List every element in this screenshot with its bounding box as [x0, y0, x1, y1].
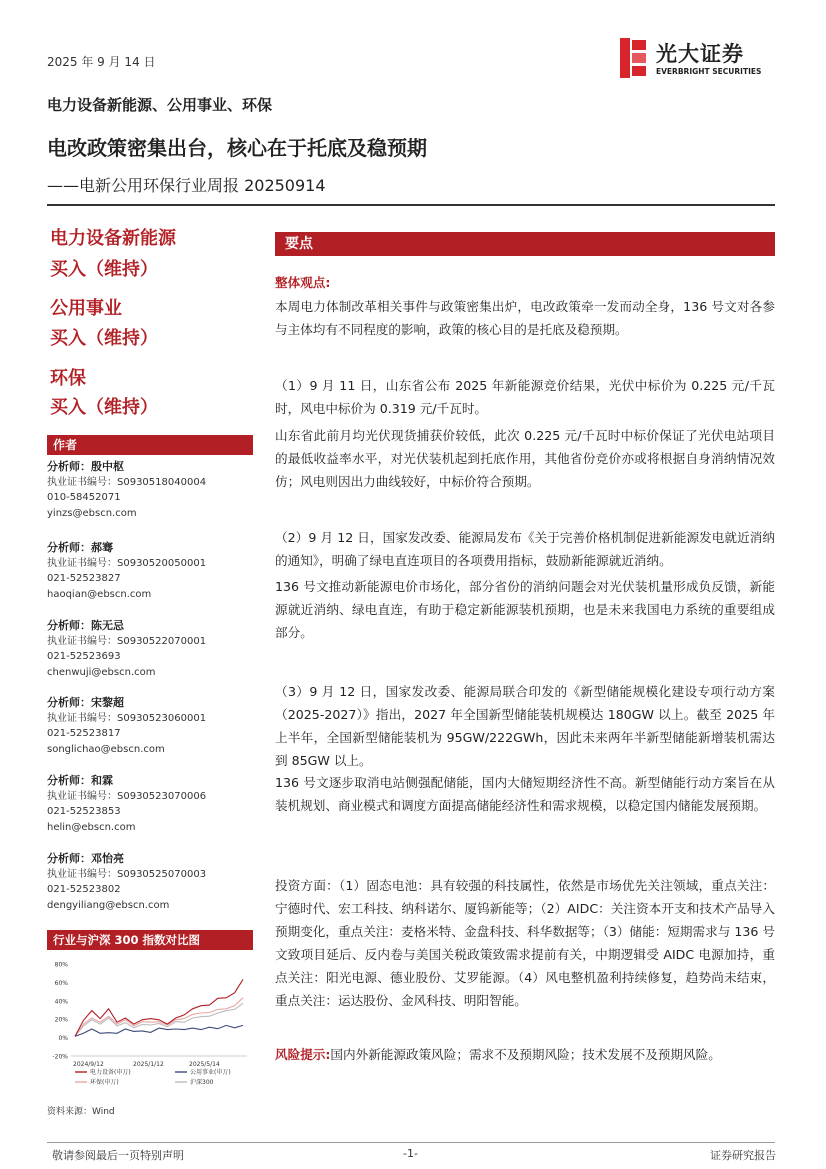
industry-label: 电力设备新能源、公用事业、环保 [47, 96, 273, 114]
investment-paragraph: 投资方面：（1）固态电池：具有较强的科技属性，依然是市场优先关注领域，重点关注：宁德时代、宏工科技、纳科诺尔、厦钨新能等；（2）AIDC：关注资本开支和技术产品导入预期变化，重点关注：麦格米特、金盘科技、科华数据等；（3）储能：短期需求与 136 号文致项目延后、反内卷与美国关税政策致需求提前有关，中期逻辑受 AIDC 电源加持，重点关注：阳光电源、德业股份、艾罗能源。（4）风电整机盈利持续修复，趋势尚未结束，重点关注：运达股份、金风科技、明阳智能。 [275, 878, 775, 1008]
y-tick-label: 60% [54, 979, 68, 987]
y-tick-label: 80% [54, 961, 68, 969]
author-email[interactable]: dengyiliang@ebscn.com [47, 899, 170, 911]
footer-report-type: 证券研究报告 [710, 1149, 776, 1162]
risk-text: 国内外新能源政策风险；需求不及预期风险；技术发展不及预期风险。 [330, 1047, 721, 1062]
rating-sector-1: 电力设备新能源 [50, 228, 176, 249]
keypoints-heading: 要点 [275, 232, 775, 256]
author-license: 执业证书编号：S0930523070006 [47, 790, 207, 802]
author-block [47, 459, 253, 521]
y-tick-label: 20% [54, 1016, 68, 1024]
chart-source: 资料来源：Wind [47, 1107, 115, 1117]
legend-label: 环保(申万) [90, 1079, 119, 1086]
point-2-analysis: 136 号文推动新能源电价市场化，部分省份的消纳问题会对光伏装机量形成负反馈，新能源就近消纳、绿电直连，有助于稳定新能源装机预期，也是未来我国电力系统的重要组成部分。 [275, 579, 775, 640]
author-name: 分析师：殷中枢 [47, 460, 124, 473]
rating-value-1: 买入（维持） [50, 259, 158, 280]
author-name: 分析师：宋黎超 [47, 696, 124, 709]
x-tick-label: 2025/5/14 [189, 1061, 220, 1068]
author-license: 执业证书编号：S0930525070003 [47, 868, 207, 880]
legend-label: 公用事业(申万) [190, 1069, 231, 1076]
legend-label: 沪深300 [190, 1079, 214, 1086]
author-name: 分析师：郝骞 [47, 541, 113, 554]
author-name: 分析师：邓怡亮 [47, 852, 124, 865]
point-2: （2）9 月 12 日，国家发改委、能源局发布《关于完善价格机制促进新能源发电就近消纳的通知》，明确了绿电直连项目的各项费用指标，鼓励新能源就近消纳。 [275, 530, 775, 568]
overview-label-text: 整体观点: [275, 275, 331, 290]
author-license: 执业证书编号：S0930520050001 [47, 557, 207, 569]
author-license: 执业证书编号：S0930523060001 [47, 712, 207, 724]
x-tick-label: 2025/1/12 [133, 1061, 164, 1068]
author-phone: 021-52523802 [47, 884, 121, 895]
author-block [47, 618, 253, 680]
point-3-analysis: 136 号文逐步取消电站侧强配储能，国内大储短期经济性不高。新型储能行动方案旨在从装机规划、商业模式和调度方面提高储能经济性和需求规模，以稳定国内储能发展预期。 [275, 775, 775, 813]
author-license: 执业证书编号：S0930518040004 [47, 476, 207, 488]
point-3: （3）9 月 12 日，国家发改委、能源局联合印发的《新型储能规模化建设专项行动方案（2025-2027）》指出，2027 年全国新型储能装机规模达 180GW 以上。截至 2025 年上半年，全国新型储能装机为 95GW/222GWh，因此未来两年半新型储能新增装机需达到 85GW 以上。 [275, 684, 775, 768]
risk-paragraph [275, 1043, 775, 1066]
y-tick-label: -20% [52, 1053, 68, 1061]
author-block [47, 540, 253, 602]
x-tick-label: 2024/9/12 [73, 1061, 104, 1068]
report-subtitle: ——电新公用环保行业周报 20250914 [47, 176, 326, 195]
y-tick-label: 40% [54, 998, 68, 1006]
author-email[interactable]: chenwuji@ebscn.com [47, 666, 156, 678]
author-email[interactable]: helin@ebscn.com [47, 821, 136, 833]
rating-value-3: 买入（维持） [50, 397, 158, 418]
legend-label: 电力设备(申万) [90, 1069, 131, 1076]
overview-label [275, 271, 775, 294]
author-phone: 021-52523693 [47, 651, 121, 662]
comparison-chart-heading: 行业与沪深 300 指数对比图 [47, 930, 253, 950]
comparison-line-chart [47, 956, 253, 1096]
risk-label: 风险提示: [275, 1047, 331, 1062]
rating-value-2: 买入（维持） [50, 328, 158, 349]
author-name: 分析师：和霖 [47, 774, 113, 787]
logo-text-en: EVERBRIGHT SECURITIES [656, 67, 762, 76]
logo-text-cn: 光大证券 [656, 42, 744, 66]
author-license: 执业证书编号：S0930522070001 [47, 635, 207, 647]
page-number: -1- [403, 1147, 418, 1160]
overview-paragraph: 本周电力体制改革相关事件与政策密集出炉，电改政策牵一发而动全身，136 号文对各参与主体均有不同程度的影响，政策的核心目的是托底及稳预期。 [275, 299, 775, 337]
author-name: 分析师：陈无忌 [47, 619, 124, 632]
author-email[interactable]: haoqian@ebscn.com [47, 588, 152, 600]
point-1-analysis: 山东省此前月均光伏现货捕获价较低，此次 0.225 元/千瓦时中标价保证了光伏电站项目的最低收益率水平，对光伏装机起到托底作用，其他省份竞价亦或将根据自身消纳情况效仿；风电则因出力曲线较好，中标价符合预期。 [275, 428, 775, 489]
point-1: （1）9 月 11 日，山东省公布 2025 年新能源竞价结果，光伏中标价为 0.225 元/千瓦时，风电中标价为 0.319 元/千瓦时。 [275, 378, 775, 416]
author-email[interactable]: songlichao@ebscn.com [47, 743, 165, 755]
author-block [47, 695, 253, 757]
everbright-logo-icon [620, 38, 648, 78]
y-tick-label: 0% [58, 1035, 68, 1043]
author-email[interactable]: yinzs@ebscn.com [47, 507, 137, 519]
footer-disclaimer: 敬请参阅最后一页特别声明 [52, 1149, 184, 1162]
author-block [47, 773, 253, 835]
report-title: 电改政策密集出台，核心在于托底及稳预期 [47, 136, 427, 160]
rating-sector-3: 环保 [50, 368, 86, 389]
company-logo [620, 38, 780, 80]
footer-divider [47, 1142, 775, 1143]
author-block [47, 851, 253, 913]
series-line [75, 1025, 243, 1036]
report-date: 2025 年 9 月 14 日 [47, 55, 156, 69]
rating-sector-2: 公用事业 [50, 298, 122, 319]
author-phone: 010-58452071 [47, 492, 121, 503]
author-phone: 021-52523853 [47, 806, 121, 817]
author-phone: 021-52523827 [47, 573, 121, 584]
header-divider [47, 204, 775, 206]
author-phone: 021-52523817 [47, 728, 121, 739]
authors-heading: 作者 [47, 435, 253, 455]
series-line [75, 998, 243, 1037]
